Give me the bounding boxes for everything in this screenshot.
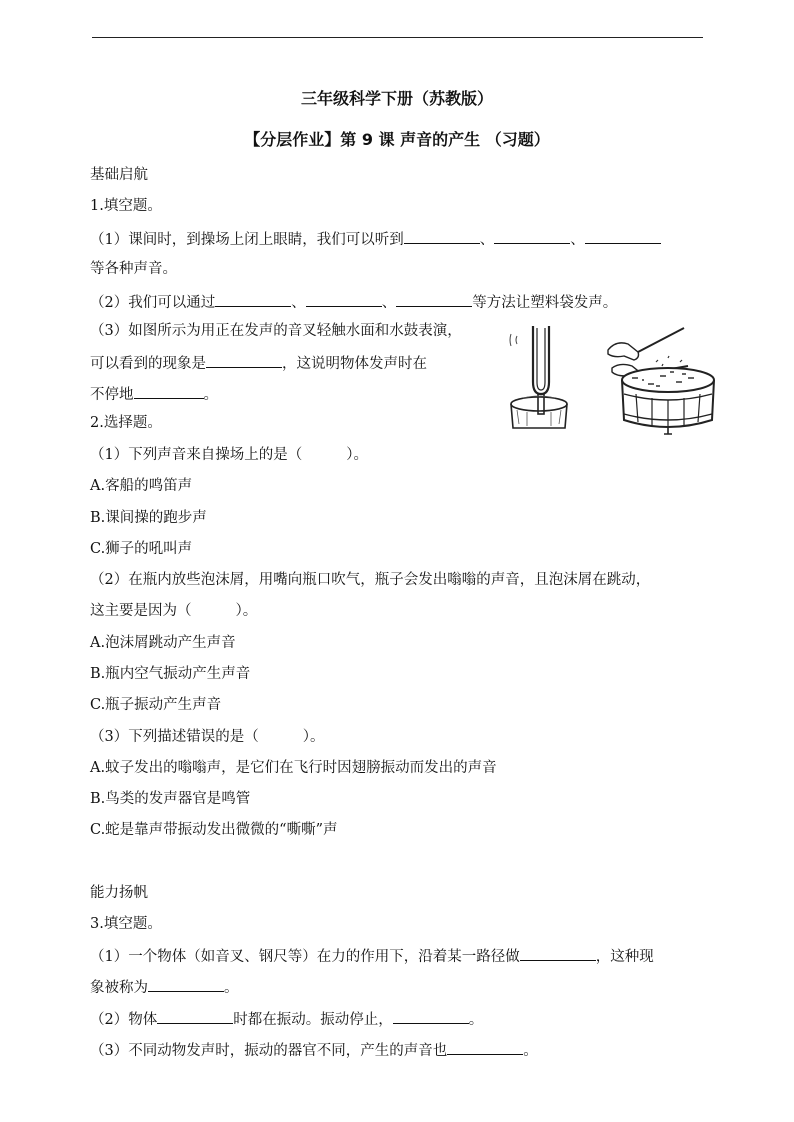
- q1-part3-line1: （3）如图所示为用正在发声的音叉轻触水面和水鼓表演，: [90, 323, 462, 339]
- answer-blank[interactable]: [148, 976, 224, 992]
- q2-sub3-option-a[interactable]: A.蚊子发出的嗡嗡声，是它们在飞行时因翅膀振动而发出的声音: [90, 760, 497, 776]
- answer-blank[interactable]: [393, 1008, 469, 1024]
- answer-blank[interactable]: [447, 1039, 523, 1055]
- q3-part1-line2: 象被称为 。: [90, 976, 239, 998]
- answer-blank[interactable]: [157, 1008, 233, 1024]
- q2-sub3-option-b[interactable]: B.鸟类的发声器官是鸣管: [90, 791, 251, 807]
- q2-sub1-option-c[interactable]: C.狮子的吼叫声: [90, 541, 193, 557]
- q2-sub2-stem-line2: 这主要是因为（ ）。: [90, 603, 258, 619]
- q1-part2: （2）我们可以通过 、 、 等方法让塑料袋发声。: [90, 291, 617, 313]
- answer-blank[interactable]: [585, 228, 661, 244]
- page-title: 三年级科学下册（苏教版）: [300, 89, 493, 108]
- answer-blank[interactable]: [215, 291, 291, 307]
- q3-part2: （2）物体 时都在振动。振动停止， 。: [90, 1008, 483, 1030]
- q2-sub1-stem: （1）下列声音来自操场上的是（ ）。: [90, 447, 368, 463]
- q1-part3-line3: 不停地 。: [90, 383, 218, 405]
- answer-blank[interactable]: [404, 228, 480, 244]
- answer-blank[interactable]: [134, 383, 204, 399]
- q2-heading: 2.选择题。: [90, 415, 162, 431]
- answer-blank[interactable]: [396, 291, 472, 307]
- section-heading-ability: 能力扬帆: [90, 885, 148, 901]
- q2-sub2-option-a[interactable]: A.泡沫屑跳动产生声音: [90, 635, 236, 651]
- drum-figure: [598, 322, 718, 438]
- q1-part3-line2: 可以看到的现象是 ，这说明物体发声时在: [90, 352, 427, 374]
- answer-blank[interactable]: [494, 228, 570, 244]
- q2-sub3-option-c[interactable]: C.蛇是靠声带振动发出微微的“嘶嘶”声: [90, 822, 338, 838]
- page-subtitle: 【分层作业】第 9 课 声音的产生 （习题）: [244, 130, 550, 149]
- q3-heading: 3.填空题。: [90, 916, 162, 932]
- section-heading-basic: 基础启航: [90, 167, 148, 183]
- answer-blank[interactable]: [306, 291, 382, 307]
- q2-sub1-option-a[interactable]: A.客船的鸣笛声: [90, 478, 193, 494]
- q2-sub1-option-b[interactable]: B.课间操的跑步声: [90, 510, 207, 526]
- q3-part1-line1: （1）一个物体（如音叉、钢尺等）在力的作用下，沿着某一路径做 ，这种现: [90, 945, 654, 967]
- tuning-fork-figure: [503, 320, 575, 430]
- header-rule: [92, 37, 703, 38]
- q1-heading: 1.填空题。: [90, 198, 162, 214]
- q2-sub2-option-b[interactable]: B.瓶内空气振动产生声音: [90, 666, 251, 682]
- q3-part3: （3）不同动物发声时，振动的器官不同，产生的声音也 。: [90, 1039, 538, 1061]
- q2-sub2-option-c[interactable]: C.瓶子振动产生声音: [90, 697, 222, 713]
- q2-sub2-stem-line1: （2）在瓶内放些泡沫屑，用嘴向瓶口吹气，瓶子会发出嗡嗡的声音，且泡沫屑在跳动，: [90, 572, 651, 588]
- q1-part1-line1: （1）课间时，到操场上闭上眼睛，我们可以听到 、 、: [90, 228, 661, 250]
- answer-blank[interactable]: [206, 352, 282, 368]
- q2-sub3-stem: （3）下列描述错误的是（ ）。: [90, 729, 325, 745]
- q1-part1-line2: 等各种声音。: [90, 261, 177, 277]
- answer-blank[interactable]: [520, 945, 596, 961]
